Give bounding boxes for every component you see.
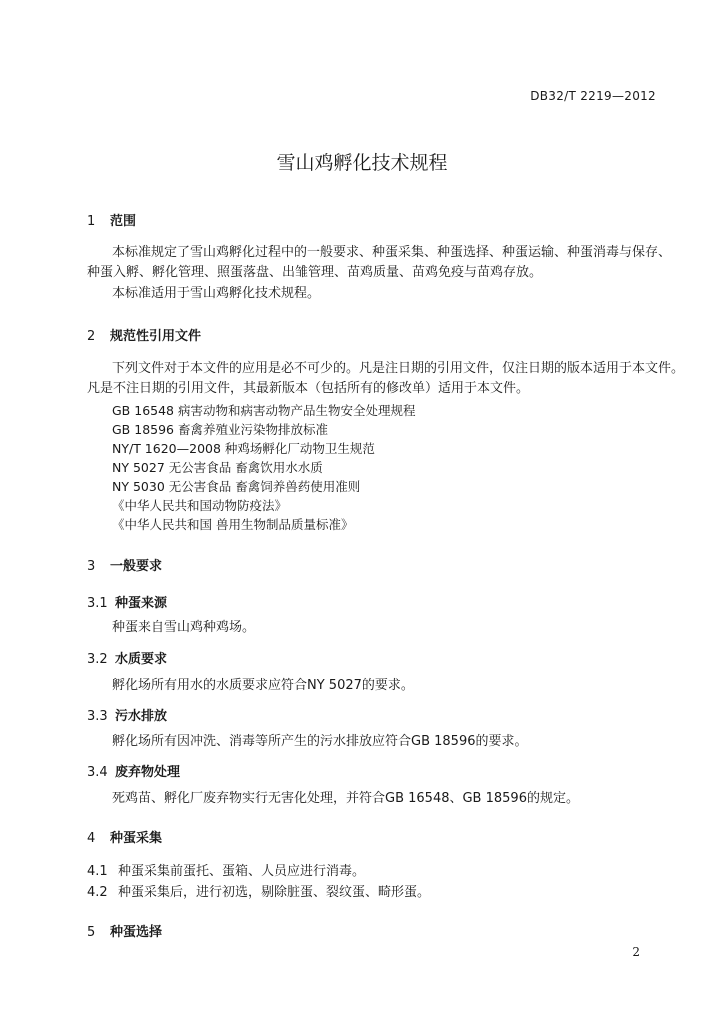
section-3-heading [87,555,162,574]
section-1-scope-paragraph: 本标准适用于雪山鸡孵化技术规程。 [112,286,321,301]
clause-4-1 [87,860,365,879]
clause-number: 4.1 [87,864,108,879]
subsection-3-3-heading [87,705,167,724]
subsection-3-2-text: 孵化场所有用水的水质要求应符合NY 5027的要求。 [112,678,414,693]
section-title: 一般要求 [110,559,163,574]
subsection-title: 种蛋来源 [115,596,168,611]
section-1-paragraph-line1: 本标准规定了雪山鸡孵化过程中的一般要求、种蛋采集、种蛋选择、种蛋运输、种蛋消毒与保存、 [112,245,672,260]
section-title: 范围 [110,214,137,229]
document-code: DB32/T 2219—2012 [530,89,656,103]
section-1-heading [87,210,136,229]
subsection-title: 水质要求 [115,652,168,667]
subsection-number: 3.4 [87,765,108,780]
subsection-3-1-text: 种蛋来自雪山鸡种鸡场。 [112,620,256,635]
clause-number: 4.2 [87,885,108,900]
subsection-3-1-heading [87,592,167,611]
reference-item: 《中华人民共和国 兽用生物制品质量标准》 [112,517,354,532]
subsection-number: 3.3 [87,709,108,724]
section-number: 1 [87,214,96,229]
subsection-number: 3.1 [87,596,108,611]
clause-4-2 [87,881,430,900]
section-title: 种蛋选择 [110,925,163,940]
section-number: 4 [87,831,96,846]
document-title: 雪山鸡孵化技术规程 [276,152,448,174]
section-2-paragraph-line2: 凡是不注日期的引用文件，其最新版本（包括所有的修改单）适用于本文件。 [87,381,530,396]
reference-item: NY/T 1620—2008 种鸡场孵化厂动物卫生规范 [112,441,375,456]
section-number: 5 [87,925,96,940]
reference-item: NY 5027 无公害食品 畜禽饮用水水质 [112,460,323,475]
subsection-3-4-text: 死鸡苗、孵化厂废弃物实行无害化处理，并符合GB 16548、GB 18596的规定。 [112,791,579,806]
clause-text: 种蛋采集后，进行初选，剔除脏蛋、裂纹蛋、畸形蛋。 [118,885,431,900]
section-4-heading [87,827,162,846]
section-title: 规范性引用文件 [110,329,202,344]
section-2-heading [87,325,201,344]
subsection-3-2-heading [87,648,167,667]
subsection-number: 3.2 [87,652,108,667]
reference-item: NY 5030 无公害食品 畜禽饲养兽药使用准则 [112,479,361,494]
section-5-heading [87,921,162,940]
page-number: 2 [632,945,640,959]
section-title: 种蛋采集 [110,831,163,846]
subsection-title: 废弃物处理 [115,765,181,780]
reference-item: GB 16548 病害动物和病害动物产品生物安全处理规程 [112,403,416,418]
section-1-paragraph-line2: 种蛋入孵、孵化管理、照蛋落盘、出雏管理、苗鸡质量、苗鸡免疫与苗鸡存放。 [87,265,543,280]
section-number: 2 [87,329,96,344]
subsection-title: 污水排放 [115,709,168,724]
clause-text: 种蛋采集前蛋托、蛋箱、人员应进行消毒。 [118,864,366,879]
section-2-paragraph-line1: 下列文件对于本文件的应用是必不可少的。凡是注日期的引用文件，仅注日期的版本适用于本文件。 [112,361,685,376]
reference-item: 《中华人民共和国动物防疫法》 [112,498,288,513]
reference-item: GB 18596 畜禽养殖业污染物排放标准 [112,422,328,437]
subsection-3-4-heading [87,761,180,780]
section-number: 3 [87,559,96,574]
subsection-3-3-text: 孵化场所有因冲洗、消毒等所产生的污水排放应符合GB 18596的要求。 [112,734,528,749]
